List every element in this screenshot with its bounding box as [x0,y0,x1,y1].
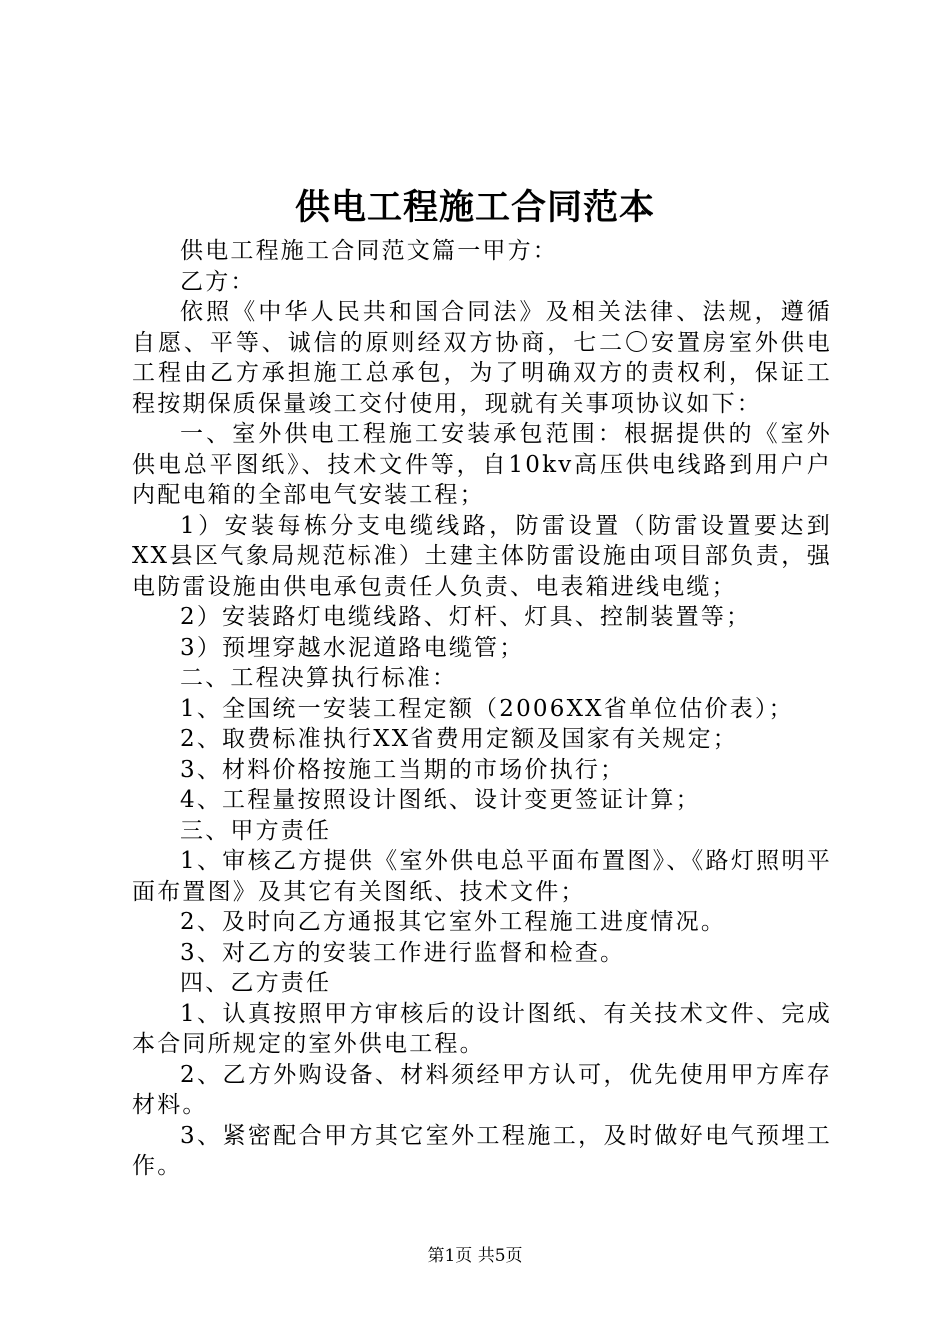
paragraph: 4、工程量按照设计图纸、设计变更签证计算； [180,787,701,813]
paragraph: 二、工程决算执行标准： [180,665,458,691]
paragraph: 3、材料价格按施工当期的市场价执行； [180,756,626,783]
paragraph: 2、及时向乙方通报其它室外工程施工进度情况。 [180,909,727,935]
paragraph: 四、乙方责任 [180,970,332,996]
paragraph: 1、全国统一安装工程定额（2006XX省单位估价表）； [180,695,794,722]
paragraph: 2）安装路灯电缆线路、灯杆、灯具、控制装置等； [180,604,752,630]
document-body [132,236,832,1182]
paragraph: 3、对乙方的安装工作进行监督和检查。 [180,939,626,966]
paragraph: 乙方： [180,268,256,295]
paragraph: 1）安装每栋分支电缆线路，防雷设置（防雷设置要达到XX县区气象局规范标准）土建主体防雷设施由项目部负责，强电防雷设施由供电承包责任人负责、电表箱进线电缆； [132,512,832,600]
paragraph: 1、审核乙方提供《室外供电总平面布置图》、《路灯照明平面布置图》及其它有关图纸、技术文件； [132,848,832,905]
paragraph: 1、认真按照甲方审核后的设计图纸、有关技术文件、完成本合同所规定的室外供电工程。 [132,1000,832,1057]
page-footer: 第1页 共5页 [427,1246,523,1266]
paragraph: 一、室外供电工程施工安装承包范围：根据提供的《室外供电总平图纸》、技术文件等，自10kv高压供电线路到用户户内配电箱的全部电气安装工程； [132,421,832,508]
paragraph: 2、取费标准执行XX省费用定额及国家有关规定； [180,726,738,752]
paragraph: 依照《中华人民共和国合同法》及相关法律、法规，遵循自愿、平等、诚信的原则经双方协商，七二〇安置房室外供电工程由乙方承担施工总承包，为了明确双方的责权利，保证工程按期保质保量竣工交付使用，现就有关事项协议如下： [132,299,832,417]
document-title: 供电工程施工合同范本 [294,187,655,228]
paragraph: 三、甲方责任 [180,817,332,844]
paragraph: 3）预埋穿越水泥道路电缆管； [180,634,525,661]
paragraph: 3、紧密配合甲方其它室外工程施工，及时做好电气预埋工作。 [132,1122,832,1179]
paragraph: 供电工程施工合同范文篇一甲方： [180,238,558,264]
paragraph: 2、乙方外购设备、材料须经甲方认可，优先使用甲方库存材料。 [132,1061,832,1118]
